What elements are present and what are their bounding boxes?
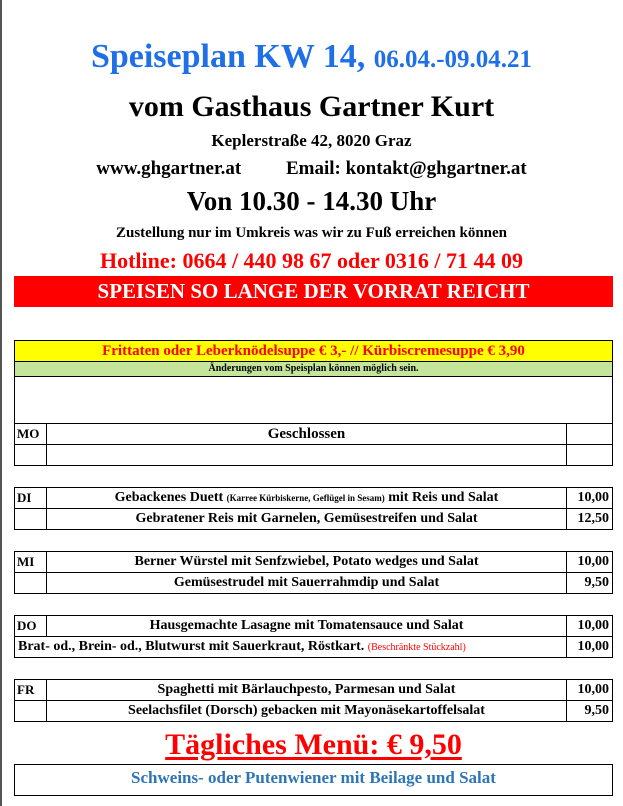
day-label-mi: MI — [14, 551, 47, 573]
price-mi-1: 10,00 — [566, 551, 613, 573]
dish-do-1: Hausgemachte Lasagne mit Tomatensauce und Salat — [46, 615, 567, 637]
date-range: 06.04.-09.04.21 — [373, 46, 533, 73]
dish-fr-2: Seelachsfilet (Dorsch) gebacken mit Mayonäsekartoffelsalat — [46, 700, 567, 722]
dish-mi-2: Gemüsestrudel mit Sauerrahmdip und Salat — [46, 572, 567, 594]
day-empty-fr — [14, 700, 47, 722]
price-di-1: 10,00 — [566, 487, 613, 509]
notice-row: Änderungen vom Speisplan können möglich sein. — [14, 361, 613, 377]
dish-fr-1: Spaghetti mit Bärlauchpesto, Parmesan und Salat — [46, 679, 567, 701]
day-label-mo: MO — [14, 423, 47, 445]
contact-line — [10, 158, 613, 180]
price-mo-1 — [566, 423, 613, 445]
dish-mo-2 — [46, 444, 567, 466]
website-link[interactable]: www.ghgartner.at — [96, 158, 242, 179]
price-mo-2 — [566, 444, 613, 466]
dish-do-2-note: (Beschränkte Stückzahl) — [367, 642, 466, 653]
dish-mo-1: Geschlossen — [46, 423, 567, 445]
hotline: Hotline: 0664 / 440 98 67 oder 0316 / 71 44 09 — [99, 248, 524, 273]
day-label-do: DO — [14, 615, 47, 637]
dish-di-1-rest: mit Reis und Salat — [388, 490, 499, 505]
address: Keplerstraße 42, 8020 Graz — [211, 131, 412, 150]
stock-banner: SPEISEN SO LANGE DER VORRAT REICHT — [14, 276, 613, 307]
day-empty-mi — [14, 572, 47, 594]
dish-mi-1: Berner Würstel mit Senfzwiebel, Potato wedges und Salat — [46, 551, 567, 573]
day-empty-mo — [14, 444, 47, 466]
dish-di-1-note: (Karree Kürbiskerne, Geflügel in Sesam) — [226, 493, 385, 503]
daily-menu-title — [14, 728, 613, 764]
price-do-1: 10,00 — [566, 615, 613, 637]
daily-menu-dish: Schweins- oder Putenwiener mit Beilage und Salat — [131, 768, 496, 787]
price-fr-1: 10,00 — [566, 679, 613, 701]
restaurant-name: vom Gasthaus Gartner Kurt — [128, 90, 495, 123]
price-mi-2: 9,50 — [566, 572, 613, 594]
delivery-note: Zustellung nur im Umkreis was wir zu Fuß erreichen können — [115, 225, 508, 241]
page-edge — [0, 0, 2, 806]
email-link[interactable]: Email: kontakt@ghgartner.at — [285, 158, 527, 179]
dish-do-2-main: Brat- od., Brein- od., Blutwurst mit Sauerkraut, Röstkart. — [18, 639, 365, 654]
dish-di-2: Gebratener Reis mit Garnelen, Gemüsestreifen und Salat — [46, 508, 567, 530]
dish-di-1 — [46, 487, 567, 509]
day-label-fr: FR — [14, 679, 47, 701]
title-text: Speiseplan KW 14, — [90, 38, 366, 75]
price-di-2: 12,50 — [566, 508, 613, 530]
opening-hours: Von 10.30 - 14.30 Uhr — [186, 186, 437, 216]
daily-menu-title-text: Tägliches Menü: € 9,50 — [165, 728, 462, 761]
price-do-2: 10,00 — [566, 636, 613, 658]
blank-block — [14, 376, 613, 424]
price-fr-2: 9,50 — [566, 700, 613, 722]
day-empty-di — [14, 508, 47, 530]
soup-row: Frittaten oder Leberknödelsuppe € 3,- // Kürbiscremesuppe € 3,90 — [14, 340, 613, 362]
dish-do-2 — [14, 636, 567, 658]
page-title — [10, 38, 613, 76]
dish-di-1-main: Gebackenes Duett — [114, 490, 224, 505]
day-label-di: DI — [14, 487, 47, 509]
